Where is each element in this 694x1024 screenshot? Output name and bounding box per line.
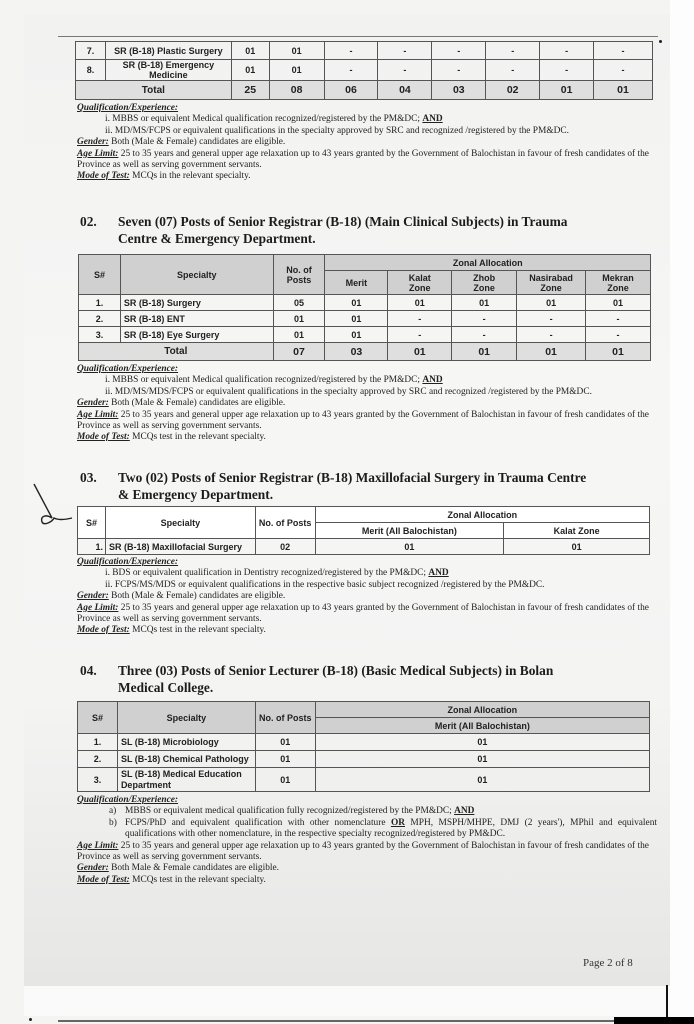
mode-text: MCQs test in the relevant specialty. [129, 625, 266, 636]
cell-specialty: SR (B-18) Eye Surgery [120, 327, 273, 343]
qualification-item: MBBS or equivalent medical qualification fully recognized/registered by the PM&DC; [125, 806, 455, 817]
bottom-margin [24, 986, 670, 1016]
header-text: Kalat [408, 272, 431, 283]
section03-heading [80, 469, 660, 503]
cell-sn: 2. [79, 311, 121, 327]
total-zhob: 01 [452, 343, 517, 361]
age-label: Age Limit: [77, 409, 119, 420]
cell-zone: - [540, 60, 594, 81]
section02-table [78, 254, 651, 361]
qualification-item: MPH, MSPH/MHPE, DMJ (2 years'), MPhil and equivalent qualifications with other nomenclature, in the respective specialty recognized/registered by PM&DC. [125, 817, 657, 840]
header-text: Zone [473, 282, 495, 293]
mode-label: Mode of Test: [77, 432, 130, 443]
total-label: Total [76, 81, 232, 100]
total-zone: 04 [378, 81, 432, 100]
cell-zone: - [432, 60, 486, 81]
table-row [78, 751, 650, 768]
gender-text: Both (Male & Female) candidates are eligible. [108, 591, 286, 602]
speck [659, 40, 662, 43]
bottom-rule [58, 1020, 618, 1022]
cell-zone: - [378, 60, 432, 81]
age-label: Age Limit: [77, 148, 119, 159]
table-row [79, 327, 651, 343]
and-text: AND [422, 375, 443, 386]
age-label: Age Limit: [77, 840, 119, 851]
cell-mekran: - [586, 311, 651, 327]
gender-label: Gender: [77, 137, 109, 148]
gender-text: Both (Male & Female) candidates are eligible. [108, 398, 286, 409]
list-marker: a) [109, 806, 117, 817]
section-title: Three (03) Posts of Senior Lecturer (B-18) (Basic Medical Subjects) in Bolan [118, 663, 554, 678]
cell-nasirabad: - [517, 327, 586, 343]
cell-sn: 1. [79, 295, 121, 311]
table-row [79, 311, 651, 327]
qualification-label: Qualification/Experience: [77, 364, 179, 374]
table-row [76, 42, 653, 60]
cell-posts: 01 [273, 327, 325, 343]
cell-posts: 05 [273, 295, 325, 311]
qualification-item: FCPS/PhD and equivalent qualification with other nomenclature [125, 817, 391, 828]
total-zone: 01 [540, 81, 594, 100]
cell-merit: 01 [315, 751, 649, 768]
section-number: 04. [80, 663, 97, 678]
total-kalat: 01 [388, 343, 452, 361]
cell-specialty: SR (B-18) ENT [120, 311, 273, 327]
header-text: Posts [286, 274, 312, 285]
total-zone: 06 [324, 81, 378, 100]
gender-text: Both Male & Female candidates are eligible. [108, 863, 280, 874]
table-row [78, 734, 650, 751]
qualification-item: ii. MD/MS/FCPS or equivalent qualifications in the specialty approved by SRC and recognized /registered by the PM&DC. [105, 125, 569, 136]
total-zone: 01 [594, 81, 653, 100]
qualification-item: i. BDS or equivalent qualification in Dentistry recognized/registered by the PM&DC; [105, 568, 429, 579]
cell-sn: 3. [78, 768, 118, 792]
qualification-label: Qualification/Experience: [77, 795, 179, 805]
cell-posts: 01 [231, 42, 269, 60]
cell-posts: 01 [255, 768, 315, 792]
age-text: 25 to 35 years and general upper age relaxation up to 43 years granted by the Government of Balochistan in favour of fresh candidates of the Province as well as serving government servants. [77, 602, 649, 625]
header-posts: No. of Posts [255, 507, 315, 539]
header-merit: Merit (All Balochistan) [315, 523, 504, 539]
cell-kalat: 01 [504, 539, 650, 555]
cell-sn: 3. [79, 327, 121, 343]
cell-zhob: 01 [452, 295, 517, 311]
cell-zone: - [594, 42, 653, 60]
header-text: Zhob [473, 272, 496, 283]
qualification-item: ii. FCPS/MS/MDS or equivalent qualifications in the respective basic subject recognized /registered by the PM&DC. [105, 579, 545, 590]
total-mekran: 01 [586, 343, 651, 361]
cell-sn: 2. [78, 751, 118, 768]
section-title: Seven (07) Posts of Senior Registrar (B-18) (Main Clinical Subjects) in Trauma [118, 214, 568, 229]
age-text: 25 to 35 years and general upper age relaxation up to 43 years granted by the Government of Balochistan in favour of fresh candidates of the Province as well as serving government servants. [77, 148, 649, 171]
total-merit: 08 [269, 81, 324, 100]
cell-nasirabad: 01 [517, 295, 586, 311]
section-title: Two (02) Posts of Senior Registrar (B-18) Maxillofacial Surgery in Trauma Centre [118, 470, 587, 485]
table-row [78, 768, 650, 792]
cell-specialty: SL (B-18) Chemical Pathology [117, 751, 255, 768]
gender-label: Gender: [77, 863, 109, 874]
header-sn: S# [78, 507, 106, 539]
total-row [76, 81, 653, 100]
mode-label: Mode of Test: [77, 625, 130, 636]
mode-label: Mode of Test: [77, 874, 130, 885]
cell-specialty: SL (B-18) Medical Education Department [117, 768, 255, 792]
section04-table [77, 701, 650, 792]
cell-zhob: - [452, 327, 517, 343]
section-number: 03. [80, 470, 97, 485]
cell-specialty: SR (B-18) Maxillofacial Surgery [105, 539, 255, 555]
header-merit: Merit (All Balochistan) [315, 718, 649, 734]
mode-label: Mode of Test: [77, 171, 130, 182]
cell-posts: 02 [255, 539, 315, 555]
cell-posts: 01 [273, 311, 325, 327]
table-row [78, 539, 650, 555]
cell-kalat: - [388, 327, 452, 343]
table-row [79, 295, 651, 311]
header-text: Nasirabad [529, 272, 573, 283]
section02-requirements [77, 364, 662, 444]
cell-kalat: 01 [388, 295, 452, 311]
right-margin [670, 0, 694, 1024]
and-text: AND [422, 114, 443, 125]
section-title-cont: Centre & Emergency Department. [118, 231, 316, 246]
cell-merit: 01 [325, 311, 388, 327]
total-label: Total [79, 343, 274, 361]
cell-merit: 01 [325, 295, 388, 311]
cell-zone: - [540, 42, 594, 60]
section04-heading [80, 662, 660, 696]
mode-text: MCQs test in the relevant specialty. [129, 432, 266, 443]
total-zone: 02 [486, 81, 540, 100]
section-title-cont: & Emergency Department. [118, 487, 274, 502]
cell-merit: 01 [325, 327, 388, 343]
header-specialty: Specialty [120, 255, 273, 295]
header-text: Zone [607, 282, 629, 293]
cell-merit: 01 [315, 734, 649, 751]
cell-zone: - [486, 60, 540, 81]
header-mekran [586, 271, 651, 295]
qualification-item: i. MBBS or equivalent Medical qualification recognized/registered by the PM&DC; [105, 114, 423, 125]
header-kalat [388, 271, 452, 295]
total-nasirabad: 01 [517, 343, 586, 361]
qualification-item: i. MBBS or equivalent Medical qualification recognized/registered by the PM&DC; [105, 375, 423, 386]
cell-merit: 01 [315, 768, 649, 792]
page-edge-line [666, 985, 668, 1017]
header-sn: S# [79, 255, 121, 295]
cell-posts: 01 [255, 734, 315, 751]
cell-specialty: SR (B-18) Plastic Surgery [105, 42, 231, 60]
cell-specialty: SR (B-18) Surgery [120, 295, 273, 311]
header-merit: Merit [325, 271, 388, 295]
qualification-item: ii. MD/MS/MDS/FCPS or equivalent qualifications in the specialty approved by SRC and recognized /registered by the PM&DC. [105, 386, 592, 397]
page-number: Page 2 of 8 [583, 957, 633, 969]
cell-merit: 01 [269, 60, 324, 81]
cell-zone: - [324, 60, 378, 81]
cell-zone: - [594, 60, 653, 81]
cell-posts: 01 [255, 751, 315, 768]
qualification-label: Qualification/Experience: [77, 103, 179, 113]
scan-edge [614, 1017, 694, 1024]
cell-sn: 8. [76, 60, 106, 81]
total-merit: 03 [325, 343, 388, 361]
header-text: Zone [540, 282, 562, 293]
header-zonal-allocation: Zonal Allocation [325, 255, 651, 271]
total-row [79, 343, 651, 361]
header-text: Zone [409, 282, 431, 293]
section04-requirements [77, 795, 657, 886]
cell-specialty: SR (B-18) Emergency Medicine [105, 60, 231, 81]
mode-text: MCQs test in the relevant specialty. [129, 874, 266, 885]
header-nasirabad [517, 271, 586, 295]
cell-sn: 1. [78, 539, 106, 555]
cell-mekran: 01 [586, 295, 651, 311]
cell-sn: 7. [76, 42, 106, 60]
total-posts: 25 [231, 81, 269, 100]
gender-label: Gender: [77, 591, 109, 602]
or-text: OR [390, 817, 405, 828]
header-sn: S# [78, 702, 118, 734]
age-text: 25 to 35 years and general upper age relaxation up to 43 years granted by the Government of Balochistan in favour of fresh candidates of the Province as well as serving government servants. [77, 840, 649, 863]
and-text: AND [454, 806, 475, 817]
speck [29, 1018, 32, 1021]
table-row [76, 60, 653, 81]
qualification-label: Qualification/Experience: [77, 557, 179, 567]
header-posts [273, 255, 325, 295]
section01-requirements [77, 103, 657, 183]
section03-table [77, 506, 650, 555]
top-rule [58, 36, 658, 37]
total-posts: 07 [273, 343, 325, 361]
mode-text: MCQs in the relevant specialty. [129, 171, 251, 182]
age-text: 25 to 35 years and general upper age relaxation up to 43 years granted by the Government of Balochistan in favour of fresh candidates of the Province as well as serving government servants. [77, 409, 649, 432]
header-zonal-allocation: Zonal Allocation [315, 507, 649, 523]
cell-merit: 01 [269, 42, 324, 60]
gender-label: Gender: [77, 398, 109, 409]
header-posts: No. of Posts [255, 702, 315, 734]
header-specialty: Specialty [117, 702, 255, 734]
gender-text: Both (Male & Female) candidates are eligible. [108, 137, 286, 148]
header-text: No. of [286, 264, 312, 275]
cell-zone: - [324, 42, 378, 60]
section03-requirements [77, 557, 662, 637]
cell-posts: 01 [231, 60, 269, 81]
cell-zone: - [486, 42, 540, 60]
list-marker: b) [109, 817, 117, 828]
header-kalat: Kalat Zone [504, 523, 650, 539]
cell-kalat: - [388, 311, 452, 327]
cell-sn: 1. [78, 734, 118, 751]
cell-specialty: SL (B-18) Microbiology [117, 734, 255, 751]
cell-zhob: - [452, 311, 517, 327]
total-zone: 03 [432, 81, 486, 100]
handwritten-signature-mark [28, 482, 76, 528]
cell-zone: - [378, 42, 432, 60]
cell-zone: - [432, 42, 486, 60]
section01-table [75, 41, 653, 100]
and-text: AND [428, 568, 449, 579]
header-text: Mekran [602, 272, 634, 283]
cell-mekran: - [586, 327, 651, 343]
section-title-cont: Medical College. [118, 680, 214, 695]
header-specialty: Specialty [105, 507, 255, 539]
header-zonal-allocation: Zonal Allocation [315, 702, 649, 718]
age-label: Age Limit: [77, 602, 119, 613]
section-number: 02. [80, 214, 97, 229]
cell-merit: 01 [315, 539, 504, 555]
cell-nasirabad: - [517, 311, 586, 327]
header-zhob [452, 271, 517, 295]
section02-heading [80, 213, 660, 247]
